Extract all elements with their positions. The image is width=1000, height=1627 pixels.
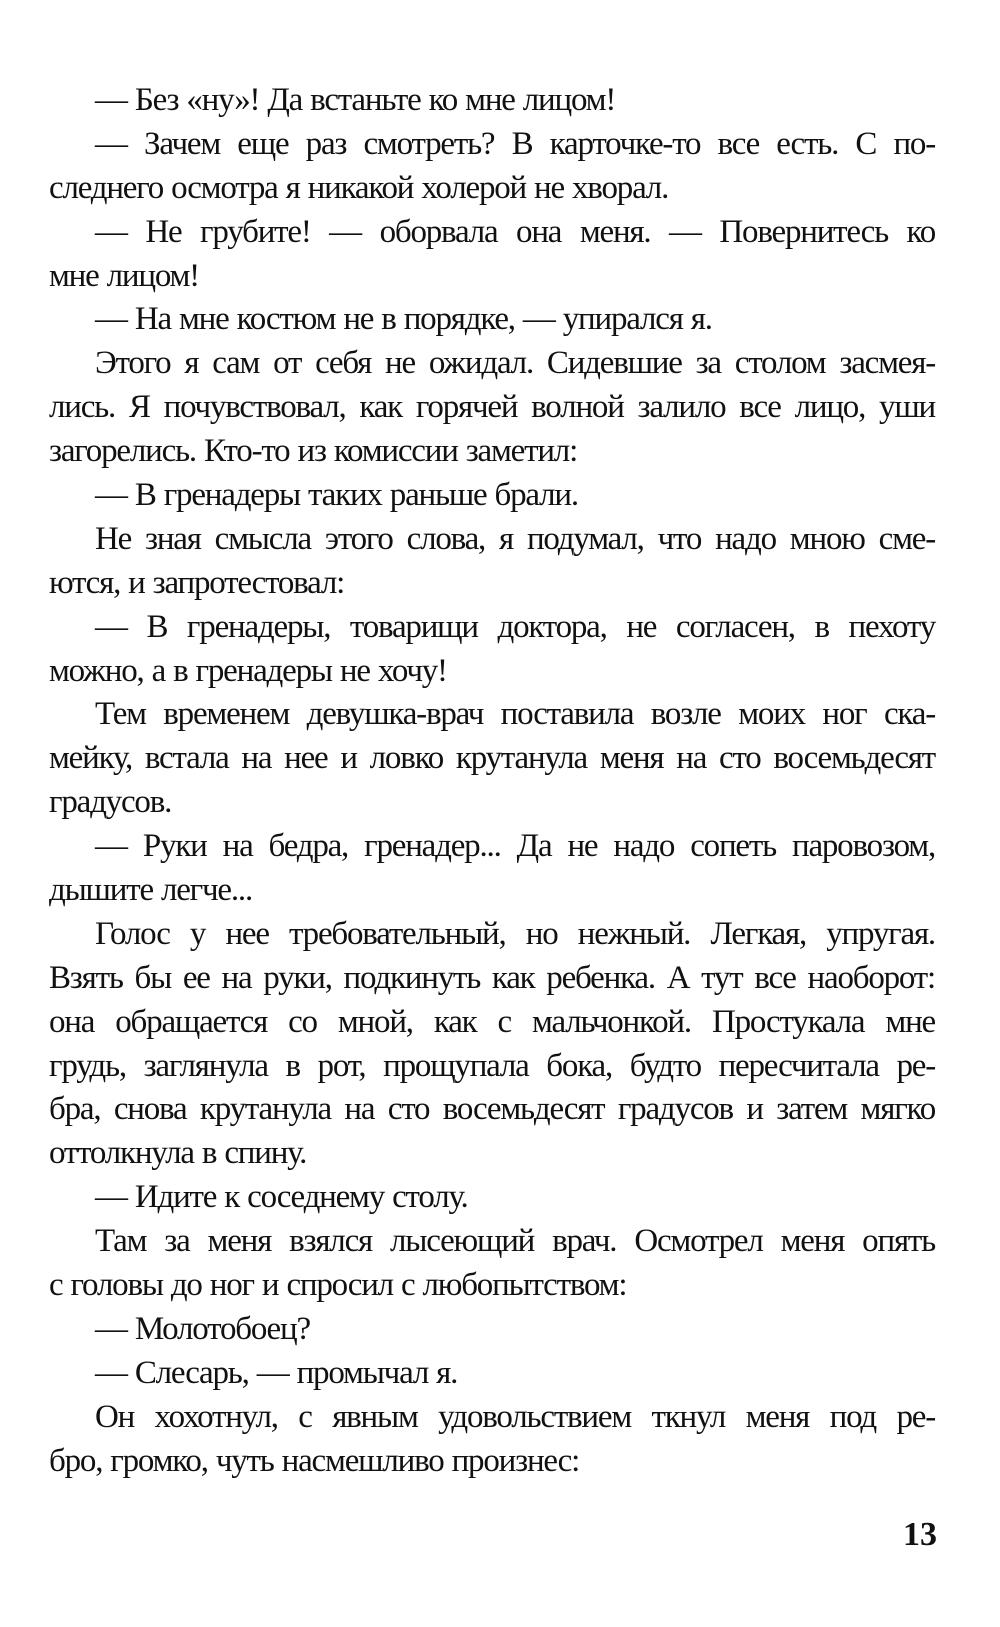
text-line: градусов. bbox=[49, 784, 172, 821]
text-line: мейку, встала на нее и ловко крутанула меня на сто восемьдесят bbox=[49, 740, 935, 777]
body-text bbox=[49, 79, 935, 1484]
text-line: можно, а в гренадеры не хочу! bbox=[49, 652, 447, 689]
text-line: — Без «ну»! Да встаньте ко мне лицом! bbox=[95, 82, 616, 118]
text-line: Взять бы ее на руки, подкинуть как ребенка. А тут все наоборот: bbox=[49, 959, 935, 996]
text-line: бра, снова крутанула на сто восемьдесят градусов и затем мягко bbox=[49, 1091, 935, 1128]
text-line: ются, и запротестовал: bbox=[49, 564, 345, 601]
text-line: оттолкнула в спину. bbox=[49, 1135, 307, 1172]
text-line: следнего осмотра я никакой холерой не хворал. bbox=[49, 169, 669, 206]
text-line: бро, громко, чуть насмешливо произнес: bbox=[49, 1442, 580, 1479]
text-line: мне лицом! bbox=[49, 257, 199, 294]
text-line: — Молотобоец? bbox=[95, 1310, 310, 1347]
text-line: грудь, заглянула в рот, прощупала бока, будто пересчитала ре- bbox=[49, 1047, 935, 1084]
text-line: Он хохотнул, с явным удовольствием ткнул меня под ре- bbox=[95, 1398, 935, 1435]
text-line: — На мне костюм не в порядке, — упирался я. bbox=[95, 301, 712, 338]
text-line: — В гренадеры, товарищи доктора, не согласен, в пехоту bbox=[95, 608, 935, 645]
text-line: — Идите к соседнему столу. bbox=[95, 1179, 468, 1216]
text-line: Не зная смысла этого слова, я подумал, что надо мною сме- bbox=[95, 520, 935, 557]
text-line: — Руки на бедра, гренадер... Да не надо сопеть паровозом, bbox=[95, 828, 935, 865]
page-number: 13 bbox=[903, 1516, 937, 1553]
text-line: дышите легче... bbox=[49, 872, 252, 909]
text-line: лись. Я почувствовал, как горячей волной залило все лицо, уши bbox=[49, 389, 935, 426]
text-line: — Слесарь, — промычал я. bbox=[95, 1354, 458, 1391]
text-line: — Зачем еще раз смотреть? В карточке-то все есть. С по- bbox=[95, 125, 935, 162]
text-line: Этого я сам от себя не ожидал. Сидевшие за столом засмея- bbox=[95, 345, 935, 382]
text-line: Голос у нее требовательный, но нежный. Легкая, упругая. bbox=[95, 915, 935, 952]
text-line: она обращается со мной, как с мальчонкой. Простукала мне bbox=[49, 1003, 935, 1040]
text-line: — Не грубите! — оборвала она меня. — Повернитесь ко bbox=[95, 213, 935, 250]
text-line: Тем временем девушка-врач поставила возле моих ног ска- bbox=[95, 696, 935, 733]
text-line: загорелись. Кто-то из комиссии заметил: bbox=[49, 433, 578, 470]
text-line: — В гренадеры таких раньше брали. bbox=[95, 477, 578, 514]
text-line: Там за меня взялся лысеющий врач. Осмотрел меня опять bbox=[95, 1223, 935, 1260]
text-line: с головы до ног и спросил с любопытством: bbox=[49, 1267, 627, 1304]
